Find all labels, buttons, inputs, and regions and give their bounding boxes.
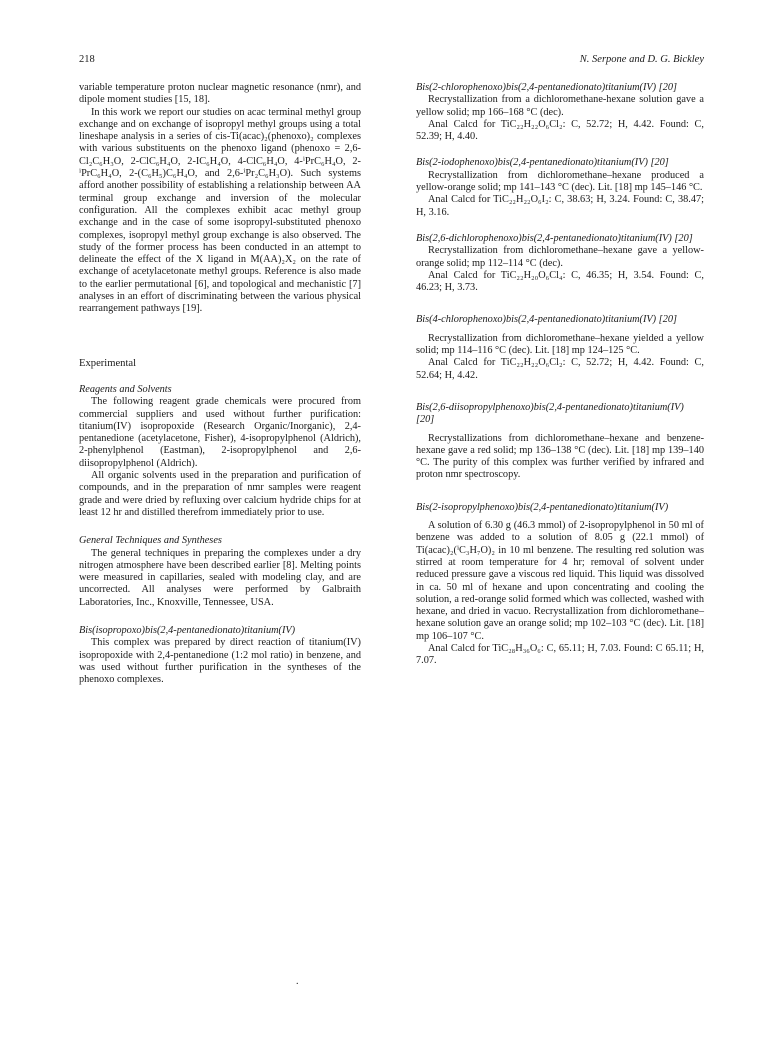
compound-title-4-chlorophenoxo: Bis(4-chlorophenoxo)bis(2,4-pentanedionato)titanium(IV) [20] bbox=[416, 314, 677, 326]
compound-analysis-2-chlorophenoxo: Anal Calcd for TiC₂₂H₂₂O₆Cl₂: C, 52.72; H, 4.42. Found: C, 52.39; H, 4.40. bbox=[416, 118, 704, 143]
compound-title-isopropoxo: Bis(isopropoxo)bis(2,4-pentanedionato)titanium(IV) bbox=[79, 624, 296, 636]
subheading-general: General Techniques and Syntheses bbox=[79, 535, 222, 547]
compound-analysis-4-chlorophenoxo: Anal Calcd for TiC₂₂H₂₂O₆Cl₂: C, 52.72; H, 4.42. Found: C, 52.64; H, 4.42. bbox=[416, 357, 704, 381]
compound-analysis-2-isopropylphenoxo: Anal Calcd for TiC₂₈H₃₆O₆: C, 65.11; H, 7.03. Found: C 65.11; H, 7.07. bbox=[416, 642, 704, 667]
compound-analysis-2-6-dichlorophenoxo: Anal Calcd for TiC₂₂H₂₀O₆Cl₄: C, 46.35; H, 3.54. Found: C, 46.23; H, 3.73. bbox=[416, 269, 704, 294]
compound-text-2-chlorophenoxo: Recrystallization from a dichloromethane-hexane solution gave a yellow solid; mp 166–168 °C (dec). bbox=[416, 94, 704, 118]
solvents-paragraph: All organic solvents used in the preparation and purification of compounds, and in the preparation of nmr samples were reagent grade and were dried by refluxing over calcium hydride chips for at least 12 hr and distilled therefrom immediately prior to use. bbox=[79, 470, 361, 518]
general-paragraph: The general techniques in preparing the complexes under a dry nitrogen atmosphere have been described earlier [8]. Melting points were measured in capillaries, sealed with modeling clay, and are uncorrected. All analyses were performed by Galbraith Laboratories, Inc., Knoxville, Tennessee, USA. bbox=[79, 547, 361, 608]
compound-text-2-iodophenoxo: Recrystallization from dichloromethane–hexane produced a yellow-orange solid; mp 141–143 °C (dec). Lit. [18] mp 145–146 °C. bbox=[416, 169, 704, 194]
compound-title-2-6-diisopropylphenoxo: Bis(2,6-diisopropylphenoxo)bis(2,4-pentanedionato)titanium(IV) [20] bbox=[416, 401, 684, 426]
right-column bbox=[416, 82, 704, 668]
reagents-paragraph: The following reagent grade chemicals were procured from commercial suppliers and used without further purification: titanium(IV) isopropoxide (Research Organic/Inorganic), 2,4-pentanedione (acetylacetone, Fisher), 4-isopropylphenol (Aldrich), 2-phenylphenol (Eastman), 2-isopropylphenol and 2,6-diisopropylphenol (Aldrich). bbox=[79, 396, 361, 469]
compound-text-2-6-diisopropylphenoxo: Recrystallizations from dichloromethane–hexane and benzene-hexane gave a red solid; mp 136–138 °C (dec). Lit. [18] mp 139–140 °C. The purity of this complex was further verified by infrared and proton nmr spectroscopy. bbox=[416, 432, 704, 481]
page-number: 218 bbox=[79, 54, 95, 65]
compound-title-2-iodophenoxo: Bis(2-iodophenoxo)bis(2,4-pentanedionato)titanium(IV) [20] bbox=[416, 157, 669, 169]
running-head: N. Serpone and D. G. Bickley bbox=[579, 54, 704, 65]
subheading-reagents: Reagents and Solvents bbox=[79, 383, 172, 395]
compound-analysis-2-iodophenoxo: Anal Calcd for TiC₂₂H₂₂O₆I₂: C, 38.63; H, 3.24. Found: C, 38.47; H, 3.16. bbox=[416, 194, 704, 218]
compound-text-2-6-dichlorophenoxo: Recrystallization from dichloromethane–hexane gave a yellow-orange solid; mp 112–114 °C (dec). bbox=[416, 245, 704, 269]
intro-paragraph: In this work we report our studies on acac terminal methyl group exchange and on exchange of isopropyl methyl groups using a total lineshape analysis in a series of cis-Ti(acac)₂(phenoxo)₂ complexes with various substituents on the phenoxo ligand (phenoxo = 2,6-Cl₂C₆H₃O, 2-ClC₆H₄O, 2-IC₆H₄O, 4-ClC₆H₄O, 4-ⁱPrC₆H₄O, 2-ⁱPrC₆H₄O, 2-(C₆H₅)C₆H₄O, and 2,6-ⁱPr₂C₆H₃O). Such systems afford another possibility of establishing a relationship between AA terminal group exchange and inversion of the molecular configuration. All the complexes exhibit acac methyl group exchange and in the case of some isopropyl-substituted phenoxo complexes, isopropyl methyl group exchange is also observed. The study of the former process has been conducted in an attempt to delineate the effect of the X ligand in M(AA)₂X₂ on the rate of exchange of acetylacetonate methyl groups. Reference is also made to the earlier permutational [6], and topological and mechanistic [7] analyses in an effort of discriminating between the various physical rearrangement pathways [19]. bbox=[79, 106, 361, 315]
compound-title-2-isopropylphenoxo: Bis(2-isopropylphenoxo)bis(2,4-pentanedionato)titanium(IV) bbox=[416, 501, 669, 513]
section-heading-experimental: Experimental bbox=[79, 357, 137, 369]
compound-title-2-6-dichlorophenoxo: Bis(2,6-dichlorophenoxo)bis(2,4-pentanedionato)titanium(IV) [20] bbox=[416, 232, 693, 244]
compound-text-4-chlorophenoxo: Recrystallization from dichloromethane–hexane yielded a yellow solid; mp 114–116 °C (dec). Lit. [18] mp 124–125 °C. bbox=[416, 332, 704, 357]
left-column bbox=[79, 82, 361, 686]
compound-text-isopropoxo: This complex was prepared by direct reaction of titanium(IV) isopropoxide with 2,4-pentanedione (1:2 mol ratio) in benzene, and was used without further purification in the syntheses of the phenoxo complexes. bbox=[79, 637, 361, 686]
footer-mark: . bbox=[296, 976, 299, 987]
page-header bbox=[79, 54, 704, 70]
compound-title-2-chlorophenoxo: Bis(2-chlorophenoxo)bis(2,4-pentanedionato)titanium(IV) [20] bbox=[416, 82, 677, 93]
intro-paragraph-continued: variable temperature proton nuclear magnetic resonance (nmr), and dipole moment studies [15, 18]. bbox=[79, 82, 361, 106]
compound-text-2-isopropylphenoxo: A solution of 6.30 g (46.3 mmol) of 2-isopropylphenol in 50 ml of benzene was added to a solution of 8.05 g (22.1 mmol) of Ti(acac)₂(ⁱC₃H₇O)₂ in 10 ml benzene. The resulting red solution was stirred at room temperature for 4 hr; removal of solvent under reduced pressure gave a viscous red liquid. This liquid was dissolved in ca. 50 ml of hexane and upon concentrating and cooling the solution, a red-orange solid formed which was collected, washed with hexane, and dried in vacuo. Recrystallization from dichloromethane–hexane solution gave an orange solid; mp 102–103 °C (dec). Lit. [18] mp 106–107 °C. bbox=[416, 520, 704, 642]
